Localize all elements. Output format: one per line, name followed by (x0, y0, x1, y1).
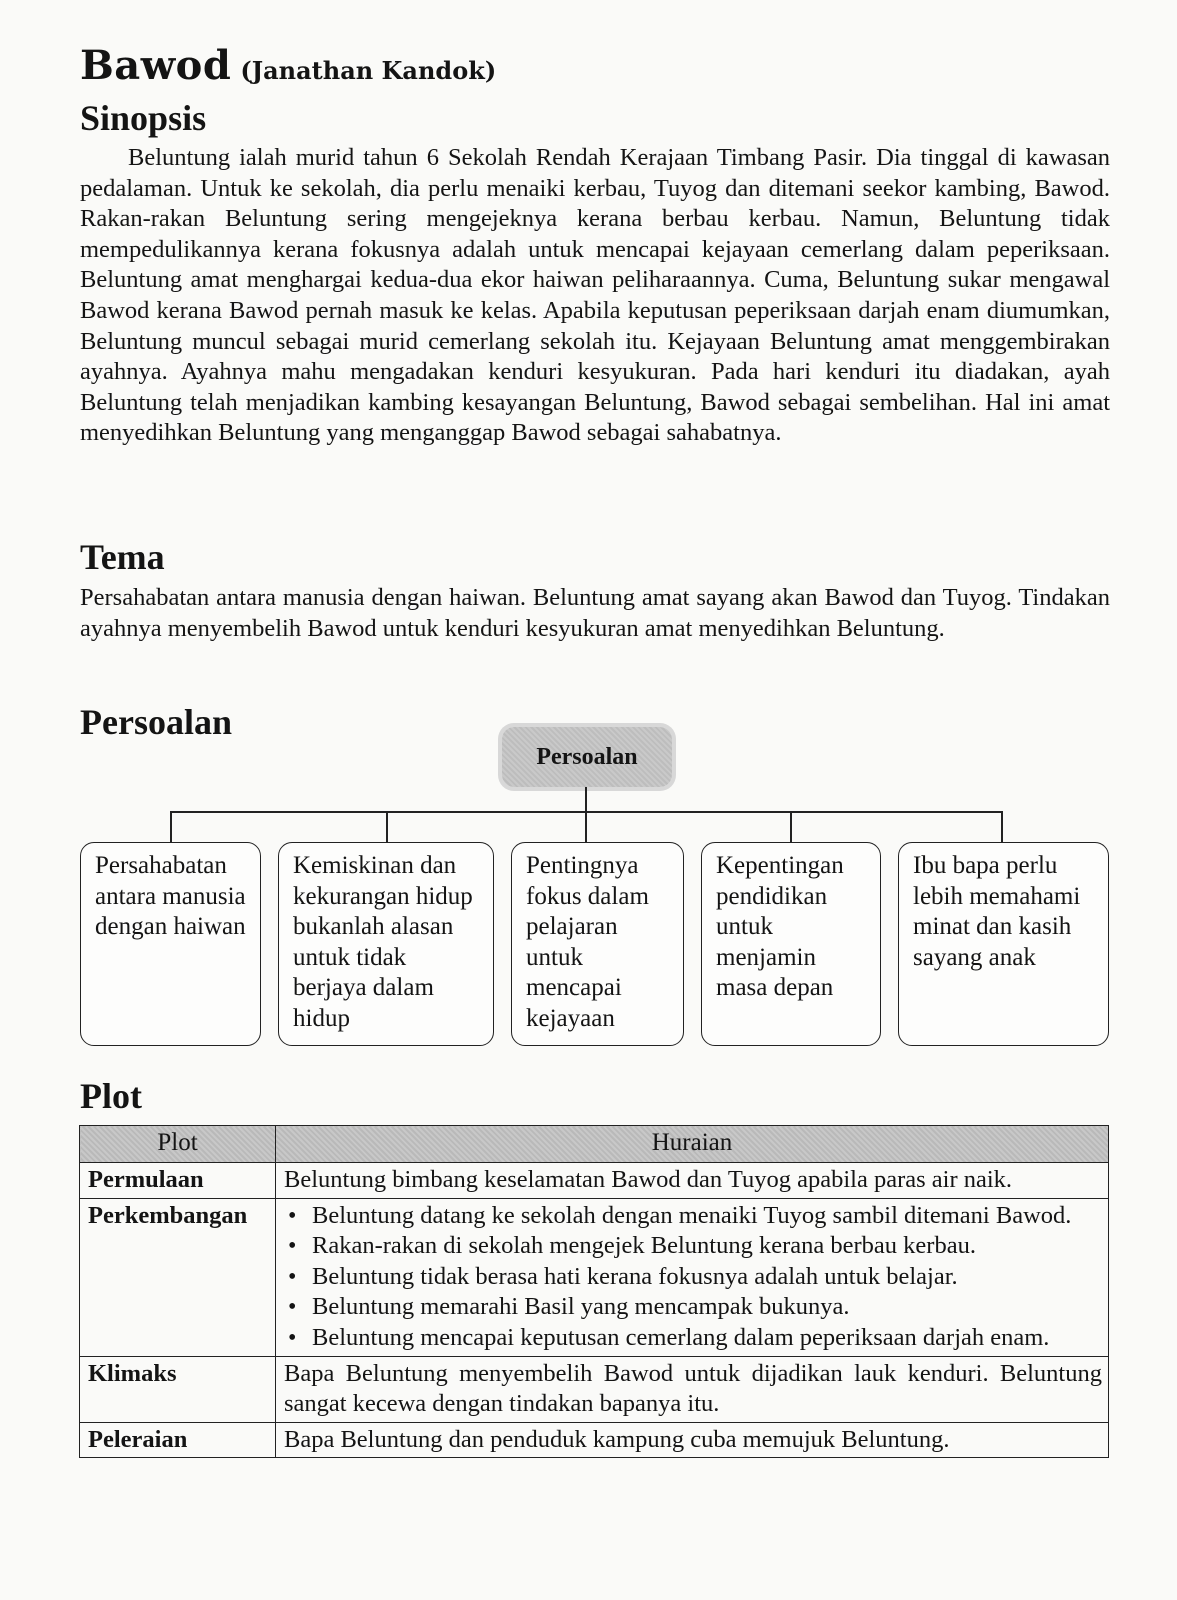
persoalan-box-text: Kemiskinan dan kekurangan hidup bukanlah alasan untuk tidak berjaya dalam hidup (293, 852, 473, 1032)
persoalan-box-1 (80, 842, 261, 1046)
bullet-item: • Beluntung mencapai keputusan cemerlang dalam peperiksaan darjah enam. (284, 1323, 1102, 1354)
plot-stage-cell: Perkembangan (80, 1198, 276, 1356)
plot-description-cell: Bapa Beluntung dan penduduk kampung cuba memujuk Beluntung. (276, 1422, 1109, 1458)
persoalan-root-node (502, 727, 672, 787)
bullet-item: • Beluntung tidak berasa hati kerana fokusnya adalah untuk belajar. (284, 1262, 1102, 1293)
bullet-item: • Beluntung datang ke sekolah dengan menaiki Tuyog sambil ditemani Bawod. (284, 1201, 1102, 1232)
persoalan-box-2 (278, 842, 494, 1046)
connector-branch-2 (386, 811, 388, 842)
persoalan-box-3 (511, 842, 684, 1046)
connector-branch-4 (790, 811, 792, 842)
table-row (80, 1163, 1109, 1199)
persoalan-box-text: Pentingnya fokus dalam pelajaran untuk mencapai kejayaan (526, 852, 649, 1032)
connector-root-stem (585, 787, 587, 812)
bullet-item: • Beluntung memarahi Basil yang mencampak bukunya. (284, 1292, 1102, 1323)
persoalan-box-text: Ibu bapa perlu lebih memahami minat dan kasih sayang anak (913, 852, 1081, 971)
plot-table (79, 1125, 1109, 1458)
persoalan-box-text: Kepentingan pendidikan untuk menjamin masa depan (716, 852, 844, 1002)
plot-stage-cell: Permulaan (80, 1163, 276, 1199)
table-row (80, 1356, 1109, 1422)
story-title-main: Bawod (80, 42, 232, 89)
table-row (80, 1198, 1109, 1356)
plot-stage-cell: Klimaks (80, 1356, 276, 1422)
story-author: (Janathan Kandok) (240, 56, 497, 85)
plot-table-header-row (80, 1126, 1109, 1163)
persoalan-root-label: Persoalan (536, 743, 638, 770)
plot-description-cell (276, 1198, 1109, 1356)
tema-heading: Tema (80, 537, 165, 577)
persoalan-box-text: Persahabatan antara manusia dengan haiwan (95, 852, 246, 941)
plot-heading: Plot (80, 1076, 142, 1116)
plot-description-cell: Bapa Beluntung menyembelih Bawod untuk dijadikan lauk kenduri. Beluntung sangat kecewa dengan tindakan bapanya itu. (276, 1356, 1109, 1422)
persoalan-box-4 (701, 842, 881, 1046)
bullet-item: • Rakan-rakan di sekolah mengejek Beluntung kerana berbau kerbau. (284, 1231, 1102, 1262)
persoalan-box-5 (898, 842, 1109, 1046)
perkembangan-bullet-list (284, 1201, 1102, 1354)
sinopsis-heading: Sinopsis (80, 98, 207, 138)
plot-description-cell: Beluntung bimbang keselamatan Bawod dan Tuyog apabila paras air naik. (276, 1163, 1109, 1199)
persoalan-heading: Persoalan (80, 702, 232, 742)
connector-branch-3 (585, 811, 587, 842)
column-header-plot: Plot (80, 1126, 276, 1163)
story-title (80, 42, 496, 89)
sinopsis-text: Beluntung ialah murid tahun 6 Sekolah Rendah Kerajaan Timbang Pasir. Dia tinggal di kawasan pedalaman. Untuk ke sekolah, dia perlu menaiki kerbau, Tuyog dan ditemani seekor kambing, Bawod. Rakan-rakan Beluntung sering mengejeknya kerana berbau kerbau. Namun, Beluntung tidak mempedulikannya kerana fokusnya adalah untuk mencapai kejayaan cemerlang dalam peperiksaan. Beluntung amat menghargai kedua-dua ekor haiwan peliharaannya. Cuma, Beluntung sukar mengawal Bawod kerana Bawod pernah masuk ke kelas. Apabila keputusan peperiksaan darjah enam diumumkan, Beluntung muncul sebagai murid cemerlang sekolah itu. Kejayaan Beluntung amat menggembirakan ayahnya. Ayahnya mahu mengadakan kenduri kesyukuran. Pada hari kenduri itu diadakan, ayah Beluntung telah menjadikan kambing kesayangan Beluntung, Bawod sebagai sembelihan. Hal ini amat menyedihkan Beluntung yang menganggap Bawod sebagai sahabatnya. (80, 144, 1110, 447)
column-header-huraian: Huraian (276, 1126, 1109, 1163)
tema-text: Persahabatan antara manusia dengan haiwan. Beluntung amat sayang akan Bawod dan Tuyog. Tindakan ayahnya menyembelih Bawod untuk kenduri kesyukuran amat menyedihkan Beluntung. (80, 584, 1110, 642)
table-row (80, 1422, 1109, 1458)
connector-branch-1 (170, 811, 172, 842)
connector-branch-5 (1001, 811, 1003, 842)
plot-stage-cell: Peleraian (80, 1422, 276, 1458)
